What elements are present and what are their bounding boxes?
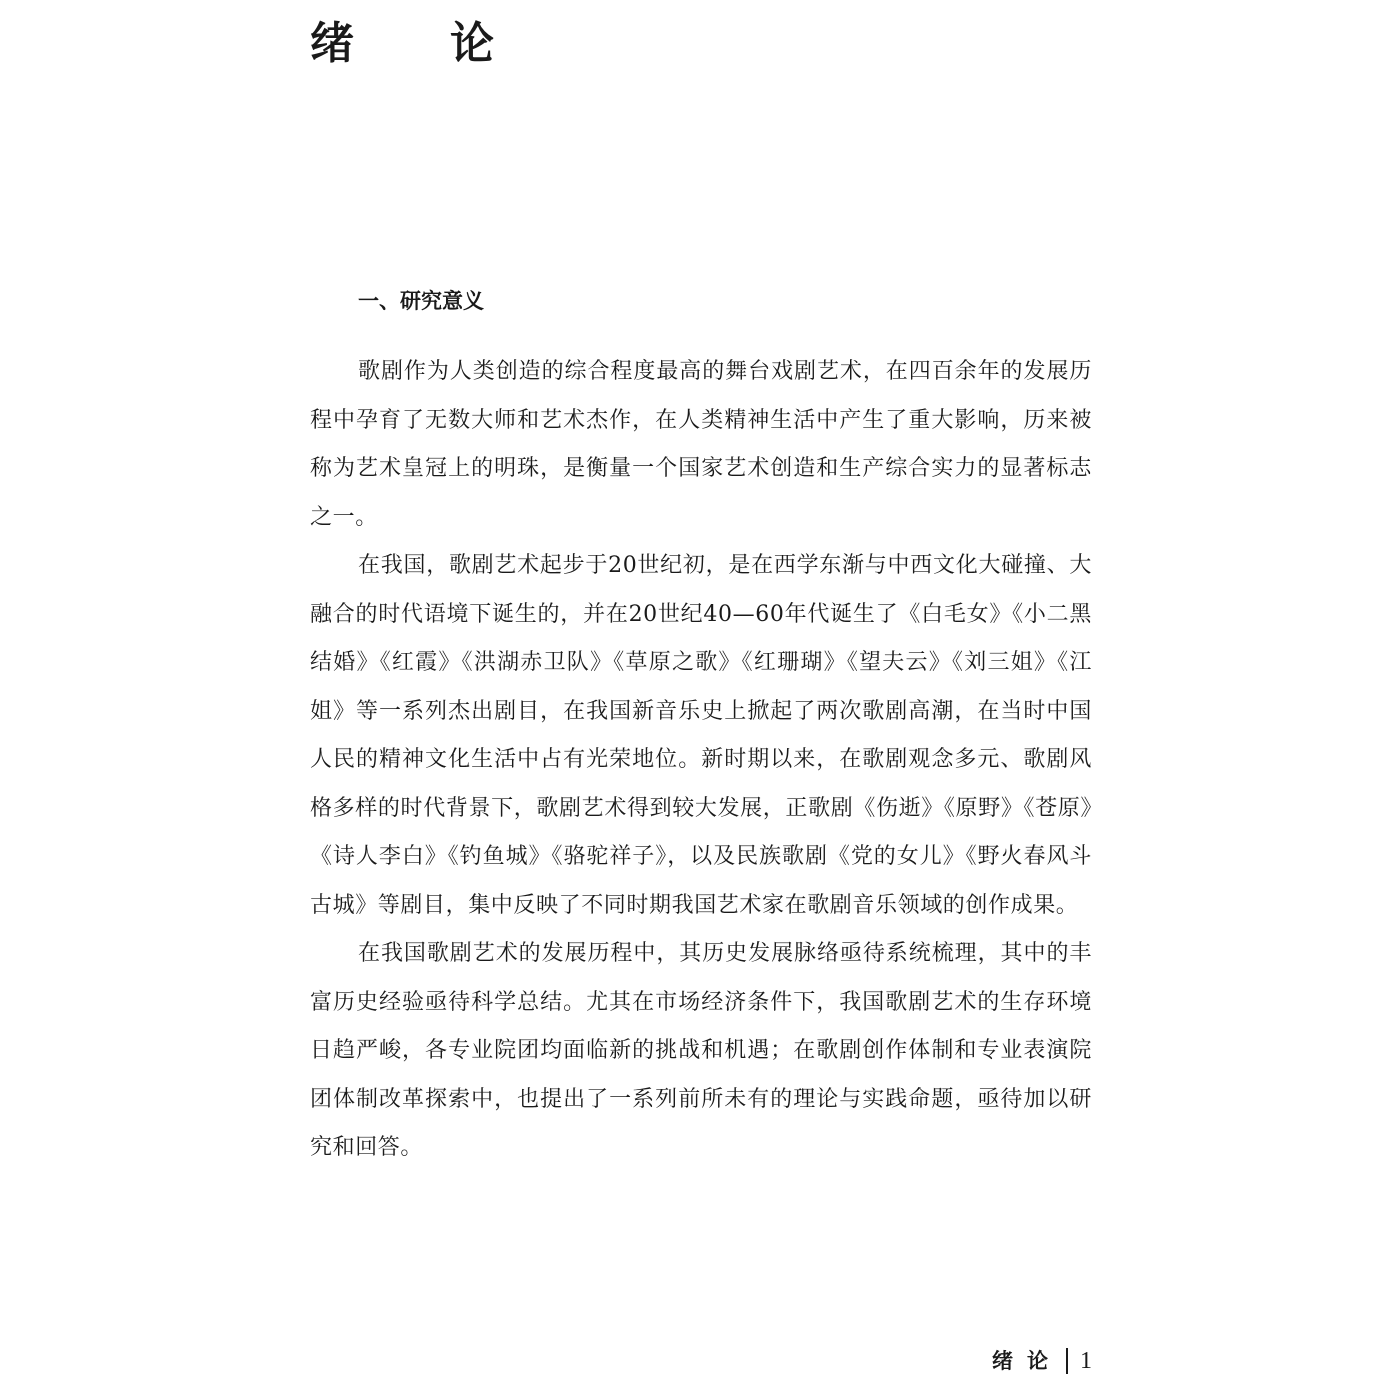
chapter-title: 绪论 [310,18,590,69]
paragraph-2: 在我国，歌剧艺术起步于20世纪初，是在西学东渐与中西文化大碰撞、大融合的时代语境下诞生的，并在20世纪40—60年代诞生了《白毛女》《小二黑结婚》《红霞》《洪湖赤卫队》《草原之歌》《红珊瑚》《望夫云》《刘三姐》《江姐》等一系列杰出剧目，在我国新音乐史上掀起了两次歌剧高潮，在当时中国人民的精神文化生活中占有光荣地位。新时期以来，在歌剧观念多元、歌剧风格多样的时代背景下，歌剧艺术得到较大发展，正歌剧《伤逝》《原野》《苍原》《诗人李白》《钓鱼城》《骆驼祥子》，以及民族歌剧《党的女儿》《野火春风斗古城》等剧目，集中反映了不同时期我国艺术家在歌剧音乐领域的创作成果。 [310,553,1092,918]
page-number: 1 [1080,1348,1092,1374]
footer-divider [1066,1348,1068,1374]
running-title: 绪论 [992,1348,1062,1373]
body-text [310,348,1092,1173]
paragraph-1: 歌剧作为人类创造的综合程度最高的舞台戏剧艺术，在四百余年的发展历程中孕育了无数大师和艺术杰作，在人类精神生活中产生了重大影响，历来被称为艺术皇冠上的明珠，是衡量一个国家艺术创造和生产综合实力的显著标志之一。 [310,359,1092,530]
section-heading: 一、研究意义 [358,289,484,313]
page-footer [992,1346,1092,1376]
paragraph-3: 在我国歌剧艺术的发展历程中，其历史发展脉络亟待系统梳理，其中的丰富历史经验亟待科学总结。尤其在市场经济条件下，我国歌剧艺术的生存环境日趋严峻，各专业院团均面临新的挑战和机遇；在歌剧创作体制和专业表演院团体制改革探索中，也提出了一系列前所未有的理论与实践命题，亟待加以研究和回答。 [310,941,1092,1160]
